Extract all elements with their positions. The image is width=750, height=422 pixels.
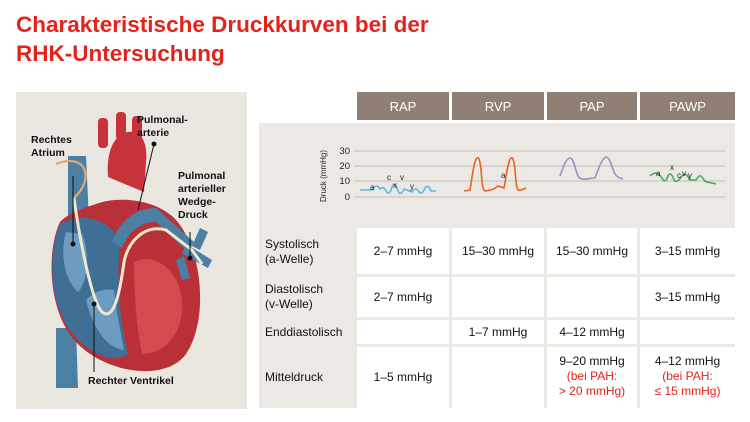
row-label-end-diastolic: Enddiastolisch — [265, 325, 343, 339]
row-label-line-1: Diastolisch — [265, 282, 324, 296]
label-right-atrium-line-1: Rechtes — [31, 134, 72, 146]
cell-bg — [452, 277, 544, 317]
value-systolic-pap: 15–30 mmHg — [555, 244, 629, 258]
value-mean-rap: 1–5 mmHg — [373, 370, 433, 384]
value-systolic-rvp: 15–30 mmHg — [461, 244, 535, 258]
cell-bg — [640, 320, 735, 344]
curve-rvp — [464, 158, 526, 191]
title-line-2: RHK-Untersuchung — [16, 41, 225, 66]
cell-bg — [547, 277, 637, 317]
ytick: 20 — [339, 161, 350, 172]
value-diastolic-rap: 2–7 mmHg — [373, 290, 433, 304]
label-pawp — [178, 170, 226, 222]
rap-mark: a — [370, 183, 375, 192]
value-mean-pap-note: (bei PAH: — [566, 369, 618, 383]
value-mean-pap-note: > 20 mmHg) — [558, 384, 626, 398]
pawp-mark: c — [677, 171, 681, 180]
label-right-atrium-line-2: Atrium — [31, 147, 65, 159]
row-label-systolic — [265, 237, 319, 267]
column-header-pap: PAP — [547, 92, 637, 120]
ytick: 0 — [344, 192, 350, 203]
value-mean-pawp — [640, 354, 735, 399]
cell-bg — [452, 347, 544, 408]
ytick: 30 — [339, 146, 350, 157]
value-diastolic-pawp: 3–15 mmHg — [654, 290, 721, 304]
value-mean-pawp-range: 4–12 mmHg — [654, 354, 721, 368]
row-label-mean-pressure: Mitteldruck — [265, 370, 324, 384]
pressure-curves — [320, 138, 730, 218]
column-header-rvp: RVP — [452, 92, 544, 120]
value-enddiastolic-rvp: 1–7 mmHg — [468, 325, 528, 339]
curve-pap — [560, 157, 623, 179]
rap-mark: v — [400, 173, 404, 182]
ytick: 10 — [339, 176, 350, 187]
label-pawp-line-2: arterieller — [178, 183, 226, 195]
rap-mark: c — [387, 173, 391, 182]
value-mean-pawp-note: (bei PAH: — [662, 369, 713, 383]
row-label-line-2: (a-Welle) — [265, 252, 314, 266]
value-systolic-rap: 2–7 mmHg — [373, 244, 433, 258]
column-header-pawp: PAWP — [640, 92, 735, 120]
label-pulmonary-artery — [137, 114, 188, 140]
pawp-mark: a — [656, 169, 661, 178]
label-right-ventricle: Rechter Ventrikel — [88, 375, 174, 387]
label-pawp-line-3: Wedge- — [178, 196, 216, 208]
pawp-mark: x — [670, 163, 674, 172]
heart-illustration-panel — [16, 92, 247, 409]
row-label-diastolic — [265, 282, 323, 312]
value-systolic-pawp: 3–15 mmHg — [654, 244, 721, 258]
row-label-line-1: Systolisch — [265, 237, 320, 251]
value-mean-pawp-note: ≤ 15 mmHg) — [654, 384, 721, 398]
cell-bg — [357, 320, 449, 344]
curve-ylabel: Druck (mmHg) — [319, 150, 328, 202]
row-label-line-2: (v-Welle) — [265, 297, 313, 311]
pawp-mark: v — [682, 169, 686, 178]
label-pawp-line-1: Pulmonal — [178, 170, 226, 182]
value-enddiastolic-pap: 4–12 mmHg — [559, 325, 625, 339]
rap-mark: x — [393, 181, 397, 190]
value-mean-pap-range: 9–20 mmHg — [559, 354, 625, 368]
rap-mark: y — [410, 182, 414, 191]
rvp-mark: a — [501, 171, 506, 180]
value-mean-pap — [547, 354, 637, 399]
label-right-atrium — [31, 134, 72, 160]
label-pulmonary-artery-line-1: Pulmonal- — [137, 114, 188, 126]
page-title — [16, 10, 536, 68]
label-pulmonary-artery-line-2: arterie — [137, 127, 170, 139]
pawp-mark: y — [688, 171, 692, 180]
label-pawp-line-4: Druck — [178, 209, 208, 221]
title-line-1: Charakteristische Druckkurven bei der — [16, 12, 429, 37]
column-header-rap: RAP — [357, 92, 449, 120]
